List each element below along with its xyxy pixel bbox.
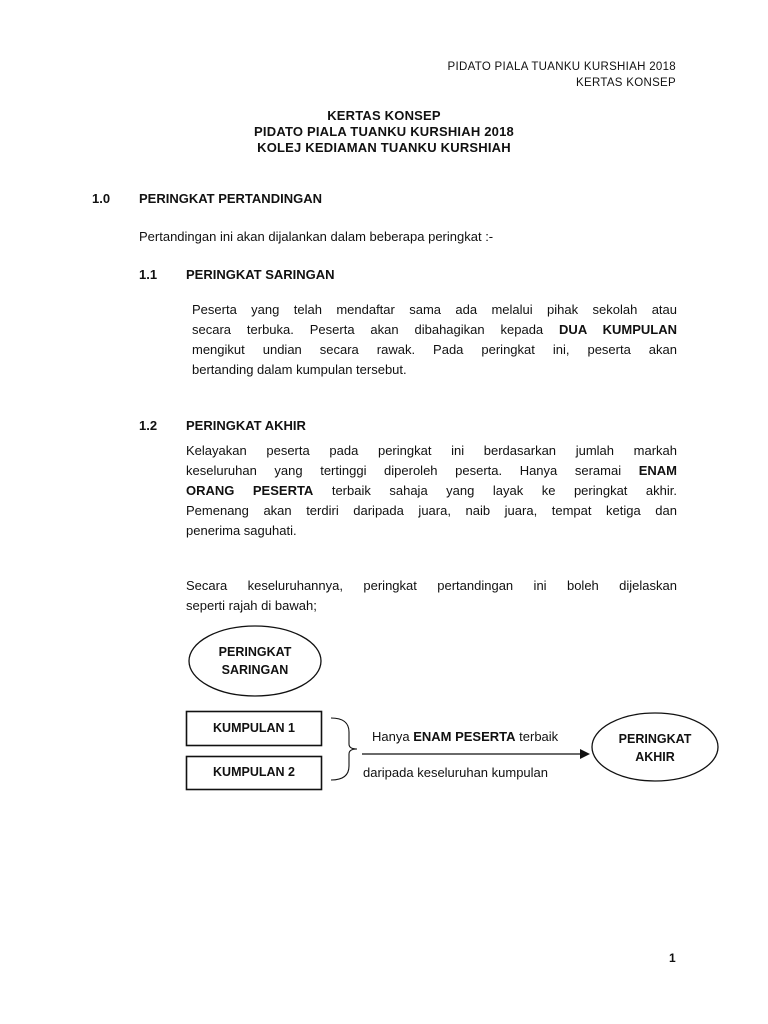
subsection-number: 1.2 bbox=[139, 418, 158, 433]
text-line: mengikut undian secara rawak. Pada peringkat ini, peserta akan bbox=[192, 342, 677, 357]
text-span: secara terbuka. Peserta akan dibahagikan kepada bbox=[192, 322, 544, 337]
bold-text: ENAM PESERTA bbox=[413, 729, 516, 744]
kumpulan1-label: KUMPULAN 1 bbox=[213, 721, 295, 735]
arrow-head bbox=[580, 749, 590, 759]
text-line: bertanding dalam kumpulan tersebut. bbox=[192, 362, 407, 377]
subsection-heading: PERINGKAT SARINGAN bbox=[186, 267, 335, 282]
label-line: PERINGKAT bbox=[218, 645, 292, 659]
subsection-number: 1.1 bbox=[139, 267, 158, 282]
brace-shape bbox=[331, 718, 357, 780]
section-heading: PERINGKAT PERTANDINGAN bbox=[139, 191, 322, 206]
doc-title-line3: KOLEJ KEDIAMAN TUANKU KURSHIAH bbox=[257, 140, 511, 155]
text-line: Kelayakan peserta pada peringkat ini berdasarkan jumlah markah bbox=[186, 443, 677, 458]
label-line: SARINGAN bbox=[221, 663, 289, 677]
section-number: 1.0 bbox=[92, 191, 111, 206]
arrow-label-bottom: daripada keseluruhan kumpulan bbox=[363, 765, 549, 780]
running-header-subtitle: KERTAS KONSEP bbox=[576, 77, 676, 89]
kumpulan2-label: KUMPULAN 2 bbox=[213, 765, 295, 779]
label-line: PERINGKAT bbox=[618, 732, 692, 746]
label-line: AKHIR bbox=[635, 750, 675, 764]
text-span: terbaik bbox=[519, 729, 559, 744]
doc-title-line1: KERTAS KONSEP bbox=[327, 108, 441, 123]
text-span: keseluruhan yang tertinggi diperoleh peserta. Hanya seramai bbox=[186, 463, 622, 478]
doc-title-line2: PIDATO PIALA TUANKU KURSHIAH 2018 bbox=[254, 124, 514, 139]
running-header-title: PIDATO PIALA TUANKU KURSHIAH 2018 bbox=[447, 61, 676, 73]
text-line: Peserta yang telah mendaftar sama ada melalui pihak sekolah atau bbox=[192, 302, 677, 317]
arrow-label-top bbox=[372, 729, 558, 744]
bold-text: ORANG PESERTA bbox=[186, 483, 314, 498]
section-intro: Pertandingan ini akan dijalankan dalam beberapa peringkat :- bbox=[139, 229, 494, 244]
text-line: seperti rajah di bawah; bbox=[186, 598, 317, 613]
text-span: Hanya bbox=[372, 729, 410, 744]
akhir-label bbox=[592, 730, 718, 766]
subsection-heading: PERINGKAT AKHIR bbox=[186, 418, 306, 433]
bold-text: ENAM bbox=[638, 463, 677, 478]
text-line: Secara keseluruhannya, peringkat pertandingan ini boleh dijelaskan bbox=[186, 578, 677, 593]
text-line: Pemenang akan terdiri daripada juara, naib juara, tempat ketiga dan bbox=[186, 503, 677, 518]
text-span: terbaik sahaja yang layak ke peringkat akhir. bbox=[331, 483, 677, 498]
text-line: penerima saguhati. bbox=[186, 523, 297, 538]
page-number: 1 bbox=[669, 951, 676, 965]
saringan-label bbox=[189, 643, 321, 679]
bold-text: DUA KUMPULAN bbox=[559, 322, 677, 337]
